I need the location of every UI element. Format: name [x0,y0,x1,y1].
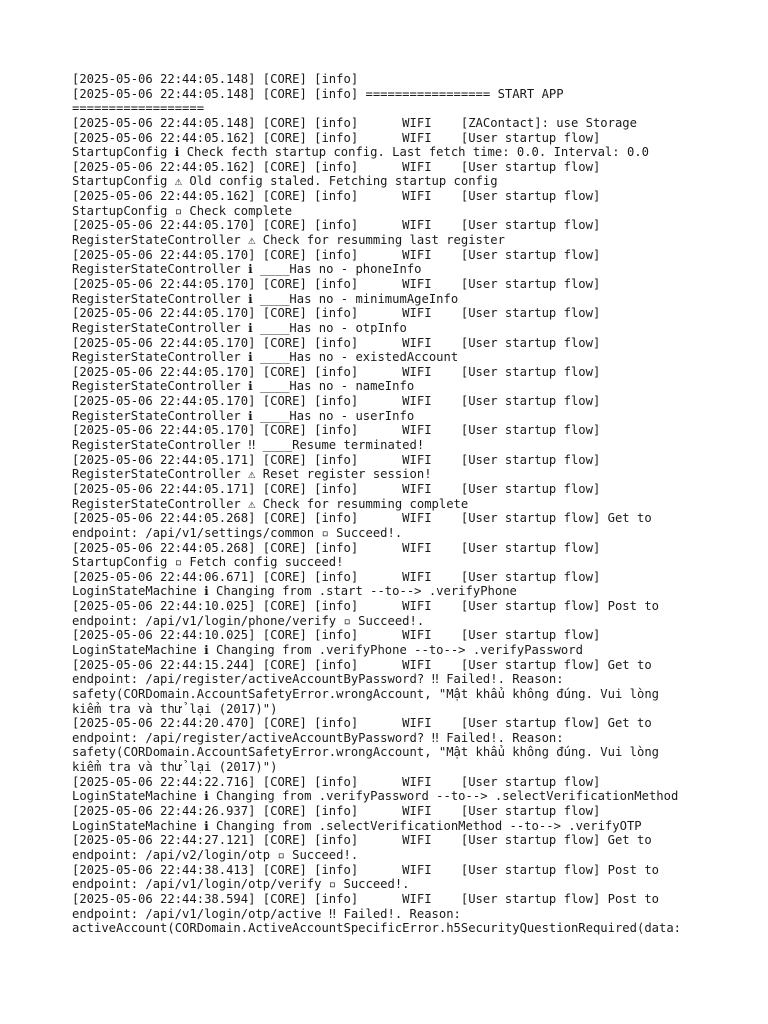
log-line: [2025-05-06 22:44:05.148] [CORE] [info] ================= START APP [72,86,564,101]
log-line: activeAccount(CORDomain.ActiveAccountSpecificError.h5SecurityQuestionRequired(data: [72,921,682,936]
log-line: [2025-05-06 22:44:05.162] [CORE] [info] WIFI [User startup flow] [72,130,601,145]
log-line: RegisterStateController ⚠ Reset register session! [72,467,432,482]
log-line: [2025-05-06 22:44:05.171] [CORE] [info] WIFI [User startup flow] [72,452,601,467]
log-line: LoginStateMachine ℹ Changing from .selectVerificationMethod --to--> .verifyOTP [72,818,642,833]
log-line: RegisterStateController ℹ ____Has no - phoneInfo [72,262,422,277]
log-line: endpoint: /api/register/activeAccountByPassword? ‼ Failed!. Reason: [72,730,564,745]
log-line: [2025-05-06 22:44:15.244] [CORE] [info] WIFI [User startup flow] Get to [72,657,652,672]
log-line: [2025-05-06 22:44:05.170] [CORE] [info] WIFI [User startup flow] [72,394,601,409]
log-line: endpoint: /api/v2/login/otp ▫ Succeed!. [72,847,359,862]
log-line: ================== [72,101,205,116]
log-line: [2025-05-06 22:44:10.025] [CORE] [info] WIFI [User startup flow] Post to [72,599,659,614]
log-line: [2025-05-06 22:44:05.170] [CORE] [info] WIFI [User startup flow] [72,218,601,233]
log-line: StartupConfig ⚠ Old config staled. Fetching startup config [72,174,498,189]
log-line: kiểm tra và thử lại (2017)") [72,760,278,775]
log-line: RegisterStateController ℹ ____Has no - minimumAgeInfo [72,291,459,306]
log-line: LoginStateMachine ℹ Changing from .verifyPassword --to--> .selectVerificationMethod [72,789,679,804]
log-line: StartupConfig ▫ Fetch config succeed! [72,555,344,570]
log-line: endpoint: /api/v1/login/otp/verify ▫ Succeed!. [72,877,410,892]
log-line: [2025-05-06 22:44:05.268] [CORE] [info] WIFI [User startup flow] [72,540,601,555]
log-line: RegisterStateController ⚠ Check for resumming complete [72,496,469,511]
log-line: [2025-05-06 22:44:05.170] [CORE] [info] WIFI [User startup flow] [72,335,601,350]
log-line: LoginStateMachine ℹ Changing from .start --to--> .verifyPhone [72,584,517,599]
log-line: [2025-05-06 22:44:20.470] [CORE] [info] WIFI [User startup flow] Get to [72,716,652,731]
log-line: [2025-05-06 22:44:27.121] [CORE] [info] WIFI [User startup flow] Get to [72,833,652,848]
log-line: LoginStateMachine ℹ Changing from .verifyPhone --to--> .verifyPassword [72,642,583,657]
log-line: [2025-05-06 22:44:05.162] [CORE] [info] WIFI [User startup flow] [72,189,601,204]
log-line: [2025-05-06 22:44:38.413] [CORE] [info] WIFI [User startup flow] Post to [72,862,659,877]
log-line: [2025-05-06 22:44:05.162] [CORE] [info] WIFI [User startup flow] [72,159,601,174]
log-line: RegisterStateController ℹ ____Has no - otpInfo [72,320,407,335]
log-line: RegisterStateController ℹ ____Has no - nameInfo [72,379,415,394]
log-line: [2025-05-06 22:44:05.170] [CORE] [info] WIFI [User startup flow] [72,306,601,321]
log-line: endpoint: /api/v1/login/otp/active ‼ Failed!. Reason: [72,906,461,921]
log-line: safety(CORDomain.AccountSafetyError.wrongAccount, "Mật khẩu không đúng. Vui lòng [72,686,659,701]
log-line: [2025-05-06 22:44:05.268] [CORE] [info] WIFI [User startup flow] Get to [72,511,652,526]
log-line: RegisterStateController ‼ ____Resume terminated! [72,438,425,453]
log-line: [2025-05-06 22:44:05.171] [CORE] [info] WIFI [User startup flow] [72,481,601,496]
log-line: [2025-05-06 22:44:05.170] [CORE] [info] WIFI [User startup flow] [72,247,601,262]
log-line: StartupConfig ℹ Check fecth startup config. Last fetch time: 0.0. Interval: 0.0 [72,145,649,160]
log-text-block [72,72,712,936]
log-line: [2025-05-06 22:44:05.148] [CORE] [info] [72,72,359,86]
log-line: endpoint: /api/v1/login/phone/verify ▫ Succeed!. [72,613,425,628]
log-line: [2025-05-06 22:44:06.671] [CORE] [info] WIFI [User startup flow] [72,569,601,584]
log-line: [2025-05-06 22:44:05.170] [CORE] [info] WIFI [User startup flow] [72,423,601,438]
log-line: kiểm tra và thử lại (2017)") [72,701,278,716]
log-line: [2025-05-06 22:44:05.170] [CORE] [info] WIFI [User startup flow] [72,276,601,291]
log-line: [2025-05-06 22:44:05.148] [CORE] [info] WIFI [ZAContact]: use Storage [72,115,637,130]
log-line: [2025-05-06 22:44:10.025] [CORE] [info] WIFI [User startup flow] [72,628,601,643]
log-line: endpoint: /api/register/activeAccountByPassword? ‼ Failed!. Reason: [72,672,564,687]
log-line: StartupConfig ▫ Check complete [72,203,293,218]
log-line: endpoint: /api/v1/settings/common ▫ Succeed!. [72,525,403,540]
log-line: [2025-05-06 22:44:05.170] [CORE] [info] WIFI [User startup flow] [72,364,601,379]
log-line: RegisterStateController ℹ ____Has no - userInfo [72,408,415,423]
log-line: RegisterStateController ⚠ Check for resumming last register [72,233,505,248]
log-line: [2025-05-06 22:44:22.716] [CORE] [info] WIFI [User startup flow] [72,774,601,789]
log-line: [2025-05-06 22:44:26.937] [CORE] [info] WIFI [User startup flow] [72,804,601,819]
log-line: [2025-05-06 22:44:38.594] [CORE] [info] WIFI [User startup flow] Post to [72,891,659,906]
log-line: safety(CORDomain.AccountSafetyError.wrongAccount, "Mật khẩu không đúng. Vui lòng [72,745,659,760]
log-line: RegisterStateController ℹ ____Has no - existedAccount [72,350,459,365]
